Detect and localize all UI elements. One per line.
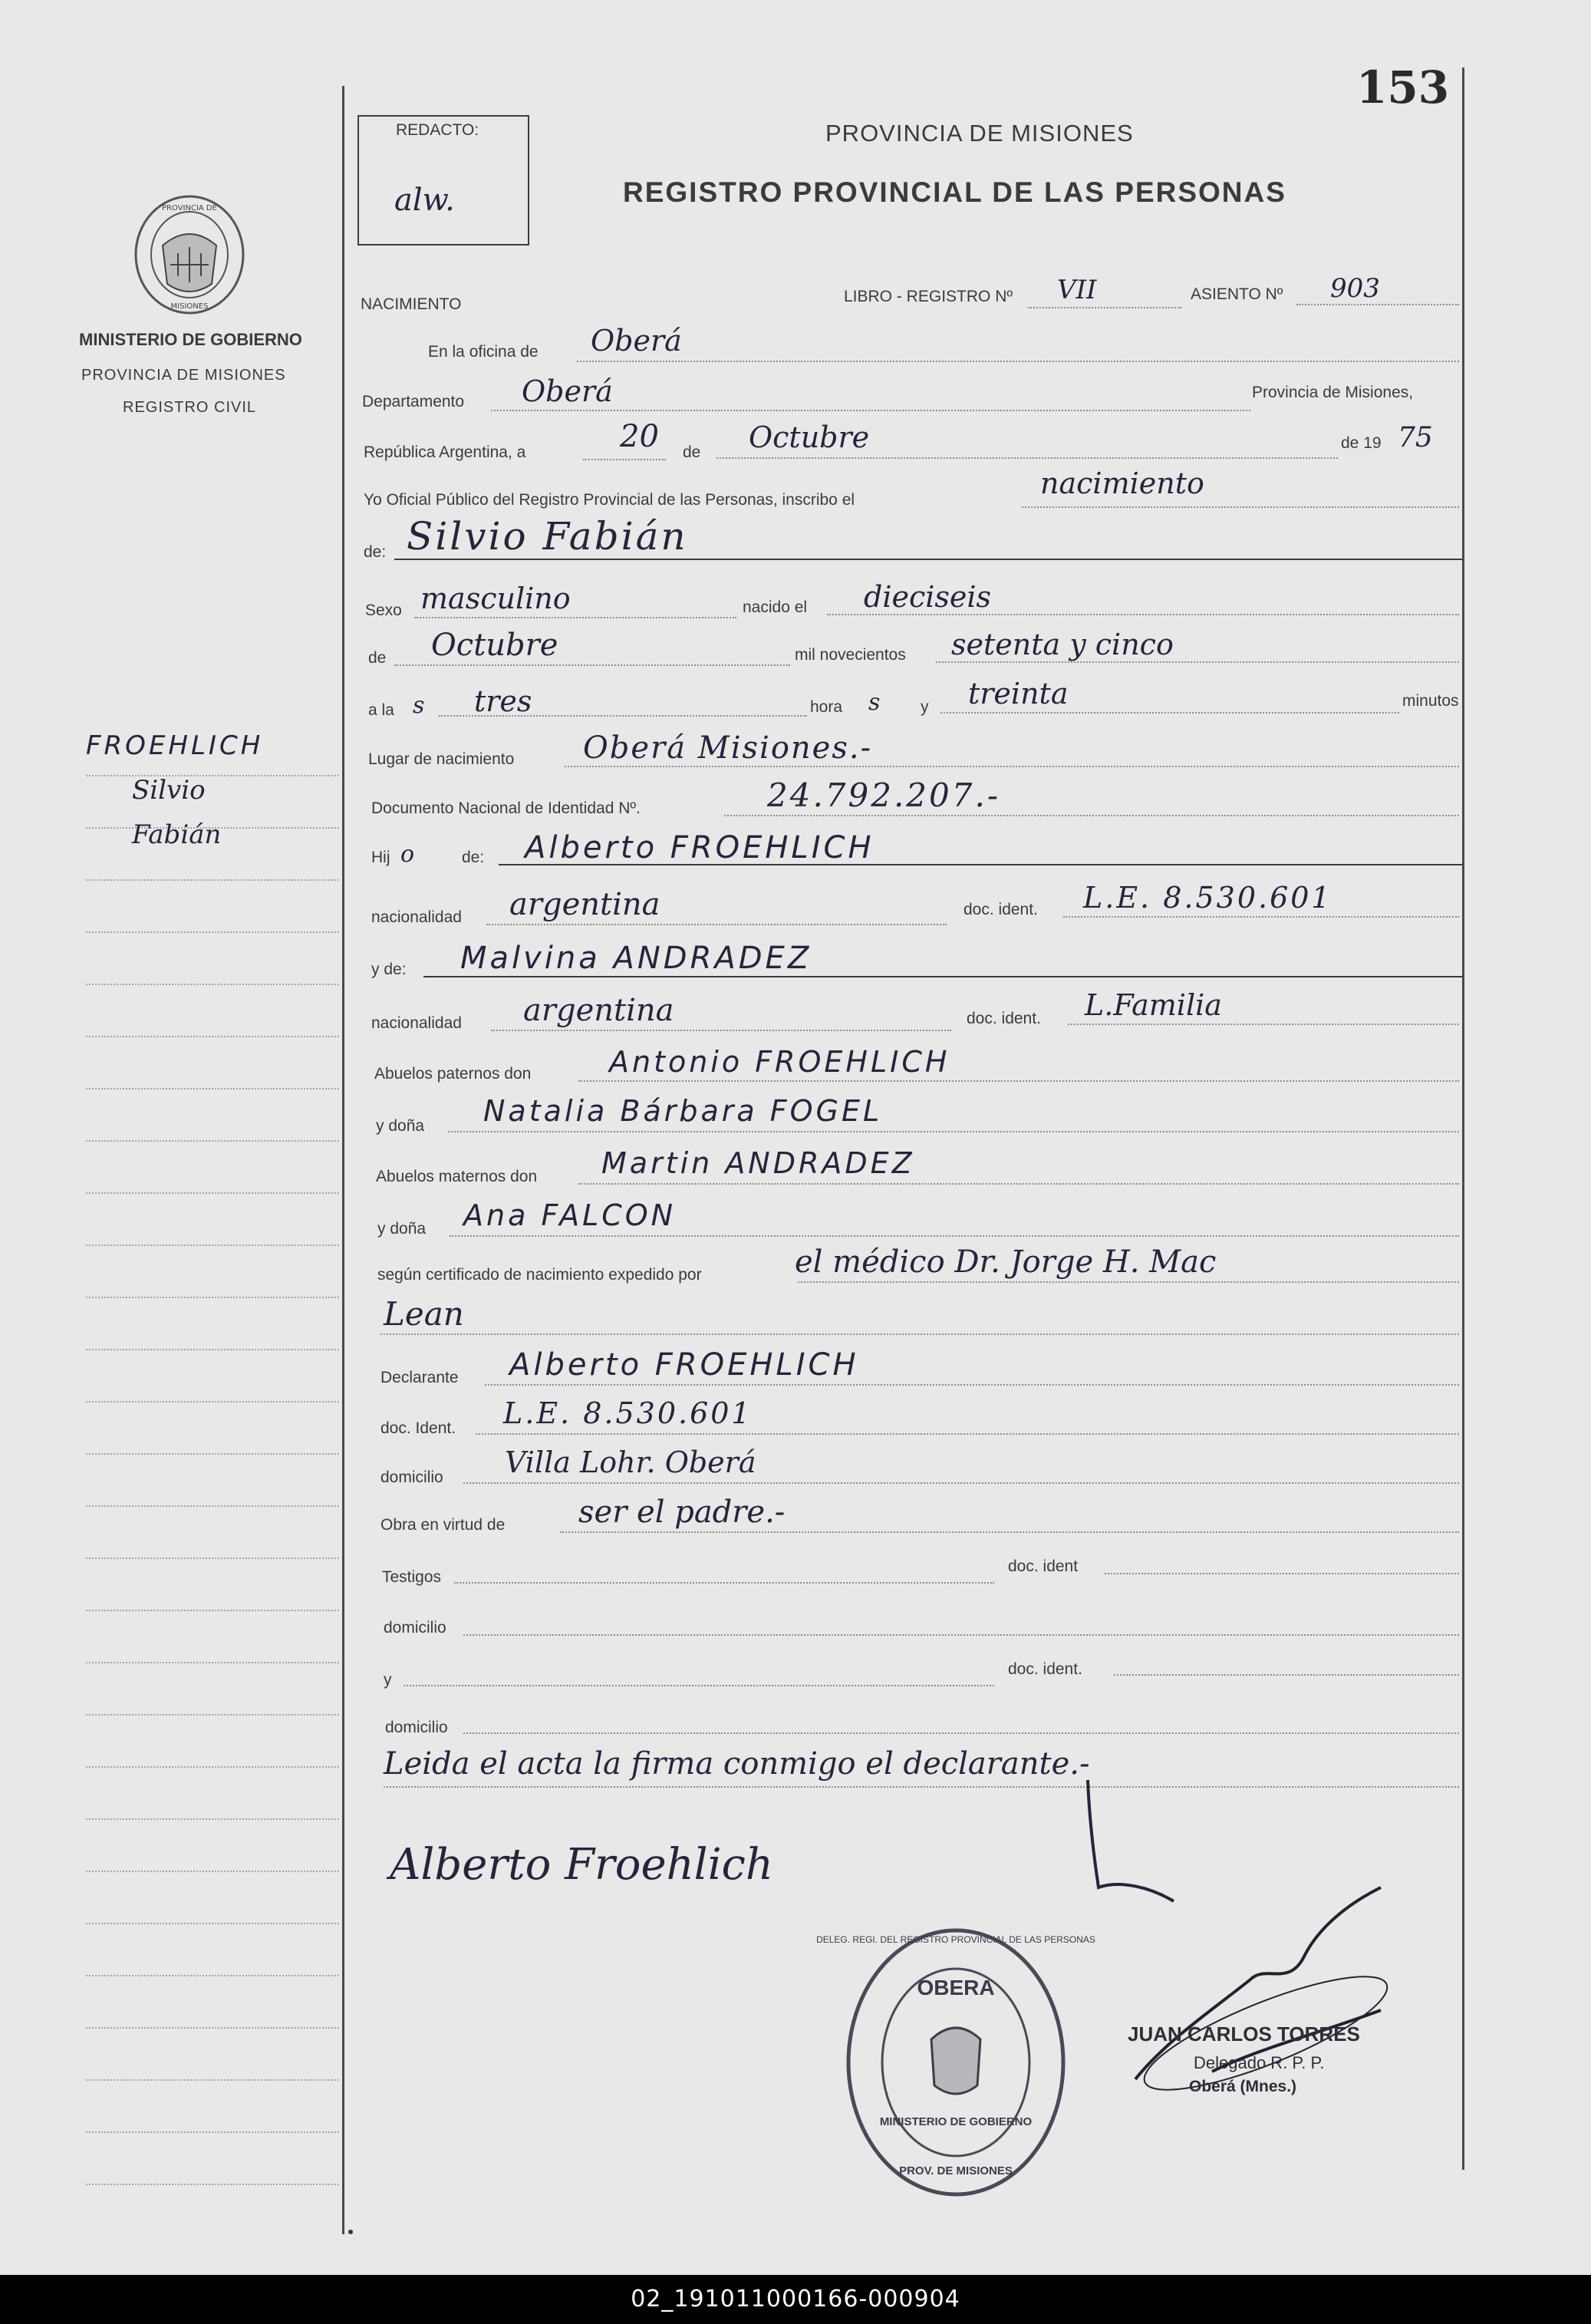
testigos-label: Testigos: [382, 1568, 442, 1586]
nacido-mes-value: Octubre: [431, 628, 558, 663]
oficial-label: Yo Oficial Público del Registro Provincial de las Personas, inscribo el: [364, 491, 855, 509]
emblem-bottom-text: MISIONES: [170, 302, 209, 311]
seal-inner-text: MINISTERIO DE GOBIERNO: [879, 2115, 1033, 2128]
page-number: 153: [1356, 61, 1450, 114]
segun-label: según certificado de nacimiento expedido por: [377, 1266, 702, 1284]
month-value: Octubre: [749, 420, 870, 454]
redacto-box: [357, 115, 529, 246]
domicilio-label: domicilio: [380, 1469, 443, 1486]
doc-ident-label: doc. Ident.: [380, 1419, 456, 1437]
departamento-value: Oberá: [522, 374, 613, 408]
day-value: 20: [620, 419, 659, 454]
doc-padre-value: L.E. 8.530.601: [1083, 881, 1332, 915]
departamento-label: Departamento: [362, 393, 465, 410]
hora-label: hora: [810, 698, 843, 716]
ministry-label: MINISTERIO DE GOBIERNO: [79, 330, 302, 349]
nac-padre-value: argentina: [509, 887, 660, 922]
right-vertical-rule: [1462, 68, 1464, 2170]
minutos-label: minutos: [1402, 692, 1459, 710]
asiento-label: ASIENTO Nº: [1191, 285, 1283, 303]
doc-ident-testigo2-label: doc. ident.: [1008, 1660, 1082, 1678]
province-header: PROVINCIA DE MISIONES: [825, 120, 1134, 147]
nacido-anio-value: setenta y cinco: [951, 628, 1174, 661]
oficina-value: Oberá: [591, 324, 682, 358]
de-mes-label: de: [368, 649, 387, 667]
libro-label: LIBRO - REGISTRO Nº: [844, 288, 1013, 305]
nac-madre-label: nacionalidad: [371, 1014, 462, 1032]
minutos-value: treinta: [968, 677, 1069, 710]
abuelo-paterno-value: Antonio FROEHLICH: [609, 1045, 950, 1079]
seal-city: OBERA: [917, 1976, 995, 1999]
y-testigo-label: y: [384, 1671, 392, 1689]
nac-padre-label: nacionalidad: [371, 908, 462, 926]
seal-outer-text: DELEG. REGI. DEL REGISTRO PROVINCIAL DE LAS PERSONAS: [816, 1934, 1095, 1945]
declarante-label: Declarante: [380, 1369, 459, 1386]
redacto-label: REDACTO:: [396, 121, 479, 139]
nombre-value: Silvio Fabián: [407, 514, 688, 559]
coat-of-arms-emblem: [132, 192, 247, 315]
lugar-value: Oberá Misiones.-: [583, 730, 873, 766]
doc-madre-value: L.Familia: [1085, 988, 1222, 1022]
civil-registry-label: REGISTRO CIVIL: [123, 399, 257, 416]
padre-value: Alberto FROEHLICH: [525, 830, 875, 865]
obra-label: Obra en virtud de: [380, 1516, 506, 1534]
a-la-s: s: [413, 692, 425, 719]
y-de-label: y de:: [371, 961, 407, 978]
redacto-value: alw.: [394, 183, 455, 218]
abuela-paterna-label: y doña: [376, 1117, 425, 1135]
abuelo-materno-value: Martin ANDRADEZ: [601, 1146, 915, 1180]
nac-madre-value: argentina: [523, 993, 674, 1028]
abuelos-maternos-label: Abuelos maternos don: [376, 1168, 538, 1185]
declarante-value: Alberto FROEHLICH: [509, 1347, 859, 1383]
official-title: Delegado R. P. P.: [1194, 2053, 1325, 2072]
certificado-value: el médico Dr. Jorge H. Mac: [795, 1244, 1217, 1280]
republica-label: República Argentina, a: [364, 443, 526, 461]
seal-bottom-text: PROV. DE MISIONES: [899, 2164, 1013, 2177]
doc-ident-testigo-label: doc. ident: [1008, 1558, 1079, 1575]
left-vertical-rule: [342, 86, 344, 2234]
madre-value: Malvina ANDRADEZ: [460, 941, 812, 976]
dot-mark: [348, 2230, 353, 2234]
hijo-label: Hij: [371, 849, 390, 866]
doc-madre-label: doc. ident.: [967, 1010, 1041, 1027]
a-la-label: a la: [368, 701, 394, 719]
obra-value: ser el padre.-: [578, 1495, 786, 1530]
hora-value: tres: [474, 684, 532, 718]
y-label: y: [921, 698, 929, 716]
registry-header: REGISTRO PROVINCIAL DE LAS PERSONAS: [623, 176, 1286, 208]
nacido-label: nacido el: [743, 598, 808, 616]
libro-value: VII: [1057, 275, 1097, 305]
hijo-de-label: de:: [462, 849, 485, 866]
doc-ident-value: L.E. 8.530.601: [503, 1396, 753, 1430]
abuela-materna-label: y doña: [377, 1220, 427, 1238]
nacido-dia-value: dieciseis: [864, 580, 992, 614]
acto-value: nacimiento: [1040, 466, 1204, 500]
domicilio-testigo2-label: domicilio: [385, 1719, 448, 1736]
left-province-label: PROVINCIA DE MISIONES: [81, 367, 286, 384]
abuelos-paternos-label: Abuelos paternos don: [374, 1065, 532, 1083]
nacimiento-label: NACIMIENTO: [361, 295, 462, 313]
hora-s: s: [868, 689, 881, 716]
margin-surname: FROEHLICH: [86, 730, 264, 761]
abuela-paterna-value: Natalia Bárbara FOGEL: [483, 1094, 883, 1128]
image-caption: 02_191011000166-000904: [0, 2275, 1591, 2324]
year-value: 75: [1398, 422, 1433, 453]
margin-first-name: Silvio: [132, 775, 206, 806]
margin-second-name: Fabián: [132, 819, 222, 850]
year-prefix-label: de 19: [1341, 434, 1382, 452]
emblem-top-text: PROVINCIA DE: [162, 204, 217, 213]
dni-label: Documento Nacional de Identidad Nº.: [371, 799, 641, 817]
asiento-value: 903: [1330, 273, 1380, 304]
abuela-materna-value: Ana FALCON: [463, 1198, 677, 1232]
domicilio-testigo-label: domicilio: [384, 1619, 446, 1637]
sexo-label: Sexo: [365, 602, 402, 619]
official-name: JUAN CARLOS TORRES: [1128, 2022, 1360, 2045]
sexo-value: masculino: [420, 582, 571, 615]
oficina-label: En la oficina de: [428, 343, 539, 361]
official-place: Oberá (Mnes.): [1189, 2078, 1297, 2095]
declarante-signature: Alberto Froehlich: [390, 1840, 773, 1890]
lugar-label: Lugar de nacimiento: [368, 750, 515, 768]
official-seal: [816, 1924, 1095, 2200]
certificado-value-2: Lean: [384, 1295, 464, 1333]
domicilio-value: Villa Lohr. Oberá: [505, 1445, 756, 1479]
dni-value: 24.792.207.-: [767, 776, 1001, 814]
hijo-suffix: o: [400, 841, 415, 868]
mil-novecientos-label: mil novecientos: [795, 646, 906, 664]
leida-note: Leida el acta la firma conmigo el declarante.-: [384, 1746, 1090, 1782]
provincia-misiones-label: Provincia de Misiones,: [1252, 384, 1414, 401]
de-label: de: [683, 443, 701, 461]
de-nombre-label: de:: [364, 543, 387, 561]
doc-padre-label: doc. ident.: [963, 901, 1038, 918]
